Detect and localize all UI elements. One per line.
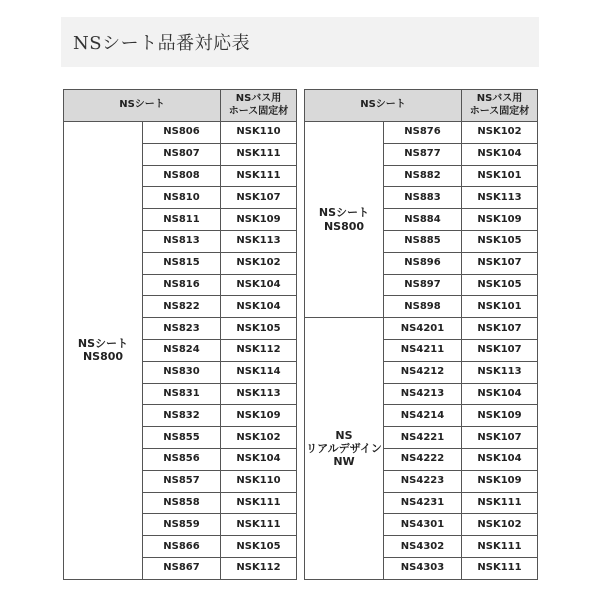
sheet-part-number: NS830 <box>143 361 221 383</box>
sheet-part-number: NS813 <box>143 230 221 252</box>
sheet-part-number: NS4222 <box>384 448 462 470</box>
sheet-part-number: NS807 <box>143 143 221 165</box>
header-hose-line1: NSバス用 <box>476 93 523 104</box>
hose-part-number: NSK102 <box>221 252 297 274</box>
header-hose-line1: NSバス用 <box>235 93 282 104</box>
hose-part-number: NSK104 <box>221 448 297 470</box>
hose-part-number: NSK109 <box>462 470 538 492</box>
sheet-part-number: NS884 <box>384 209 462 231</box>
group-label-line: NS800 <box>323 219 365 233</box>
page-title: NSシート品番対応表 <box>73 33 251 54</box>
sheet-part-number: NS4201 <box>384 318 462 340</box>
sheet-part-number: NS808 <box>143 165 221 187</box>
sheet-part-number: NS810 <box>143 187 221 209</box>
table-header-row <box>64 90 297 122</box>
hose-part-number: NSK104 <box>221 274 297 296</box>
group-label-line: NSシート <box>77 337 129 351</box>
group-label-line: NW <box>333 455 355 469</box>
table-row <box>305 122 538 144</box>
sheet-part-number: NS866 <box>143 536 221 558</box>
sheet-part-number: NS898 <box>384 296 462 318</box>
sheet-part-number: NS4221 <box>384 427 462 449</box>
table-row <box>305 318 538 340</box>
sheet-part-number: NS811 <box>143 209 221 231</box>
group-label-line: NS <box>335 428 353 442</box>
hose-part-number: NSK109 <box>462 209 538 231</box>
hose-part-number: NSK113 <box>221 230 297 252</box>
sheet-part-number: NS816 <box>143 274 221 296</box>
hose-part-number: NSK102 <box>221 427 297 449</box>
hose-part-number: NSK112 <box>221 557 297 579</box>
group-label-line: NS800 <box>82 350 124 364</box>
sheet-part-number: NS831 <box>143 383 221 405</box>
hose-part-number: NSK102 <box>462 122 538 144</box>
hose-part-number: NSK107 <box>462 318 538 340</box>
left-mapping-table <box>63 89 297 580</box>
sheet-part-number: NS822 <box>143 296 221 318</box>
hose-part-number: NSK107 <box>462 339 538 361</box>
hose-part-number: NSK113 <box>221 383 297 405</box>
hose-part-number: NSK111 <box>221 165 297 187</box>
hose-part-number: NSK110 <box>221 122 297 144</box>
hose-part-number: NSK104 <box>221 296 297 318</box>
hose-part-number: NSK111 <box>462 557 538 579</box>
series-group-label <box>64 122 143 580</box>
sheet-part-number: NS824 <box>143 339 221 361</box>
series-group-label <box>305 318 384 580</box>
sheet-part-number: NS858 <box>143 492 221 514</box>
sheet-part-number: NS806 <box>143 122 221 144</box>
sheet-part-number: NS4211 <box>384 339 462 361</box>
group-label-line: NSシート <box>318 206 370 220</box>
sheet-part-number: NS4223 <box>384 470 462 492</box>
series-group-label <box>305 122 384 318</box>
hose-part-number: NSK104 <box>462 448 538 470</box>
sheet-part-number: NS877 <box>384 143 462 165</box>
sheet-part-number: NS883 <box>384 187 462 209</box>
header-sheet: NSシート <box>305 90 462 122</box>
sheet-part-number: NS4301 <box>384 514 462 536</box>
sheet-part-number: NS855 <box>143 427 221 449</box>
header-hose-line2: ホース固定材 <box>228 105 289 117</box>
hose-part-number: NSK102 <box>462 514 538 536</box>
sheet-part-number: NS823 <box>143 318 221 340</box>
hose-part-number: NSK109 <box>221 405 297 427</box>
sheet-part-number: NS815 <box>143 252 221 274</box>
hose-part-number: NSK109 <box>462 405 538 427</box>
sheet-part-number: NS832 <box>143 405 221 427</box>
title-bar <box>61 17 539 67</box>
sheet-part-number: NS4214 <box>384 405 462 427</box>
hose-part-number: NSK112 <box>221 339 297 361</box>
table-row <box>64 122 297 144</box>
sheet-part-number: NS885 <box>384 230 462 252</box>
sheet-part-number: NS856 <box>143 448 221 470</box>
right-mapping-table <box>304 89 538 580</box>
header-hose <box>221 90 297 122</box>
sheet-part-number: NS882 <box>384 165 462 187</box>
hose-part-number: NSK104 <box>462 383 538 405</box>
hose-part-number: NSK111 <box>221 143 297 165</box>
group-label-line: リアルデザイン <box>306 441 382 455</box>
header-hose <box>462 90 538 122</box>
hose-part-number: NSK101 <box>462 296 538 318</box>
hose-part-number: NSK113 <box>462 187 538 209</box>
sheet-part-number: NS4212 <box>384 361 462 383</box>
sheet-part-number: NS857 <box>143 470 221 492</box>
table-header-row <box>305 90 538 122</box>
sheet-part-number: NS4213 <box>384 383 462 405</box>
hose-part-number: NSK107 <box>462 252 538 274</box>
hose-part-number: NSK113 <box>462 361 538 383</box>
hose-part-number: NSK110 <box>221 470 297 492</box>
sheet-part-number: NS4302 <box>384 536 462 558</box>
hose-part-number: NSK105 <box>221 318 297 340</box>
hose-part-number: NSK111 <box>462 492 538 514</box>
header-sheet: NSシート <box>64 90 221 122</box>
hose-part-number: NSK111 <box>221 514 297 536</box>
sheet-part-number: NS867 <box>143 557 221 579</box>
sheet-part-number: NS4231 <box>384 492 462 514</box>
sheet-part-number: NS897 <box>384 274 462 296</box>
hose-part-number: NSK104 <box>462 143 538 165</box>
hose-part-number: NSK105 <box>462 274 538 296</box>
hose-part-number: NSK111 <box>462 536 538 558</box>
sheet-part-number: NS896 <box>384 252 462 274</box>
hose-part-number: NSK105 <box>221 536 297 558</box>
hose-part-number: NSK101 <box>462 165 538 187</box>
sheet-part-number: NS859 <box>143 514 221 536</box>
hose-part-number: NSK107 <box>221 187 297 209</box>
header-hose-line2: ホース固定材 <box>469 105 530 117</box>
sheet-part-number: NS4303 <box>384 557 462 579</box>
hose-part-number: NSK114 <box>221 361 297 383</box>
hose-part-number: NSK105 <box>462 230 538 252</box>
hose-part-number: NSK109 <box>221 209 297 231</box>
hose-part-number: NSK107 <box>462 427 538 449</box>
sheet-part-number: NS876 <box>384 122 462 144</box>
hose-part-number: NSK111 <box>221 492 297 514</box>
